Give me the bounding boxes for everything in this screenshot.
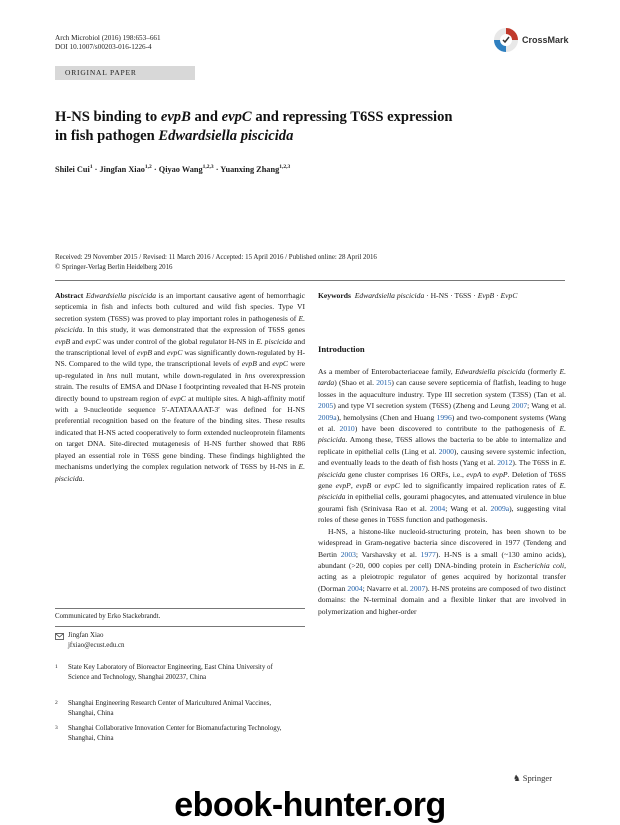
publisher-logo: ♞ Springer: [513, 773, 553, 783]
affiliation: Shanghai Collaborative Innovation Center for Biomanufacturing Technology, Shanghai, China: [68, 725, 282, 742]
citation-link[interactable]: 2004: [430, 503, 446, 513]
paragraph: H-NS, a histone-like nucleoid-structuring protein, has been shown to be widespread in Gram-negative bacteria since discovered in 1977 (Tendeng and Bertin 2003; Varshavsky et al. 1977). H-NS is a small (~130 amino acids), abundant (>20, 000 copies per cell) DNA-binding protein in Escherichia coli, acting as a pleiotropic regulator of genes acquired by horizontal transfer (Dorman 2004; Navarre et al. 2007). H-NS proteins are composed of two distinct domains: the N-terminal domain and a flexible linker that are involved in polymerization and higher-order: [318, 526, 566, 616]
author-name: Jingfan Xiao: [99, 164, 145, 174]
citation-link[interactable]: 2009a: [490, 503, 510, 513]
introduction-body: [318, 366, 566, 617]
article-type-badge: ORIGINAL PAPER: [55, 66, 195, 80]
citation-link[interactable]: 2000: [438, 446, 454, 456]
abstract: Abstract Edwardsiella piscicida is an important causative agent of hemorrhagic septicemia in fish and infects both cultured and wild fish species. Type VI secretion system (T6SS) was proved to play important roles in pathogenesis of E. piscicida. In this study, it was demonstrated that the expression of T6SS genes evpB and evpC was under control of the global regulator H-NS in E. piscicida and the transcriptional level of evpB and evpC was significantly down-regulated by H-NS. Compared to the wild type, the transcriptional levels of evpB and evpC were up-regulated in hns null mutant, while down-regulated in hns overexpression strain. The results of EMSA and DNase I footprinting revealed that H-NS protein directly bound to upstream region of evpC at multiple sites. A high-affinity motif with a 9-nucleotide sequence 5′-ATATAAAAT-3′ was defined for H-NS preferential recognition based on the feature of the binding sites. These results indicated that H-NS acted cooperatively to form extended nucleoprotein filaments on target DNA. Site-directed mutagenesis of H-NS further showed that R86 played an essential role in T6SS gene binding. These findings highlighted the mechanisms underlying the complex regulation network of T6SS by H-NS in E. piscicida.: [55, 291, 306, 483]
footnote-divider: [55, 608, 305, 609]
affiliation-number: 3: [55, 725, 58, 731]
citation-link[interactable]: 2003: [340, 549, 356, 559]
keywords: Keywords Edwardsiella piscicida · H-NS · T6SS · EvpB · EvpC: [318, 291, 518, 300]
citation-link[interactable]: 2010: [339, 424, 355, 434]
citation-link[interactable]: 1996: [436, 412, 452, 422]
article-history: Received: 29 November 2015 / Revised: 11 March 2016 / Accepted: 15 April 2016 / Published online: 28 April 2016 © Springer-Verlag Berlin Heidelberg 2016: [55, 254, 377, 271]
affiliation: State Key Laboratory of Bioreactor Engineering, East China University of Science and Technology, Shanghai 200237, China: [68, 664, 273, 681]
crossmark-logo[interactable]: [492, 26, 602, 56]
author-name: Yuanxing Zhang: [220, 164, 280, 174]
corresponding-author: Jingfan Xiao: [68, 632, 104, 639]
affiliation-number: 1: [55, 664, 58, 670]
section-heading: Introduction: [318, 344, 365, 354]
crossmark-icon: [492, 26, 520, 54]
envelope-icon: [55, 633, 64, 640]
citation-link[interactable]: 2007: [410, 583, 426, 593]
corresponding-email[interactable]: jfxiao@ecust.edu.cn: [68, 642, 125, 649]
citation-link[interactable]: 2009a: [318, 412, 337, 422]
author-name: Qiyao Wang: [158, 164, 203, 174]
journal-citation: Arch Microbiol (2016) 198:653–661: [55, 34, 161, 42]
footnote-divider: [55, 626, 305, 627]
affiliation: Shanghai Engineering Research Center of Maricultured Animal Vaccines, Shanghai, China: [68, 700, 272, 717]
affiliation-number: 2: [55, 700, 58, 706]
doi[interactable]: DOI 10.1007/s00203-016-1226-4: [55, 43, 152, 51]
author-list: Shilei Cui$^1$ · Jingfan Xiao$^{1,2}$ · Qiyao Wang$^{1,2,3}$ · Yuanxing Zhang$^{1,2,3}$: [55, 164, 291, 174]
springer-horse-icon: ♞: [513, 773, 521, 783]
citation-link[interactable]: 1977: [420, 549, 436, 559]
citation-link[interactable]: 2004: [347, 583, 363, 593]
divider: [55, 280, 565, 281]
citation-link[interactable]: 2005: [318, 401, 334, 411]
citation-link[interactable]: 2012: [497, 458, 513, 468]
citation-link[interactable]: 2015: [376, 378, 392, 388]
citation-link[interactable]: 2007: [511, 401, 528, 411]
article-title: H-NS binding to evpB and evpC and repressing T6SS expression in fish pathogen Edwardsiella piscicida: [55, 109, 453, 144]
author-name: Shilei Cui: [55, 164, 90, 174]
watermark: ebook-hunter.org: [174, 786, 446, 824]
crossmark-label: CrossMark: [522, 35, 569, 45]
paragraph: As a member of Enterobacteriaceae family, Edwardsiella piscicida (formerly E. tarda) (Shao et al. 2015) can cause severe septicemia of flatfish, leading to huge losses in the aquaculture industry. Type III secretion system (T3SS) (Tan et al. 2005) and type VI secretion system (T6SS) (Zheng and Leung 2007; Wang et al. 2009a), hemolysins (Chen and Huang 1996) and two-component systems (Wang et al. 2010) have been discovered to contribute to the pathogenesis of E. piscicida. Among these, T6SS allows the bacteria to be able to internalize and replicate in epithelial cells (Ling et al. 2000), causing severe systemic infection, and eventually leads to the death of fish hosts (Yang et al. 2012). The T6SS in E. piscicida gene cluster comprises 16 ORFs, i.e., evpA to evpP. Deletion of T6SS gene evpP, evpB or evpC led to significantly impaired replication rates of E. piscicida in epithelial cells, gourami phagocytes, and attenuated virulence in blue gourami fish (Srinivasa Rao et al. 2004; Wang et al. 2009a), suggesting vital roles of these genes in T6SS function and pathogenesis.: [318, 367, 567, 525]
communicated-by: Communicated by Erko Stackebrandt.: [55, 613, 161, 620]
